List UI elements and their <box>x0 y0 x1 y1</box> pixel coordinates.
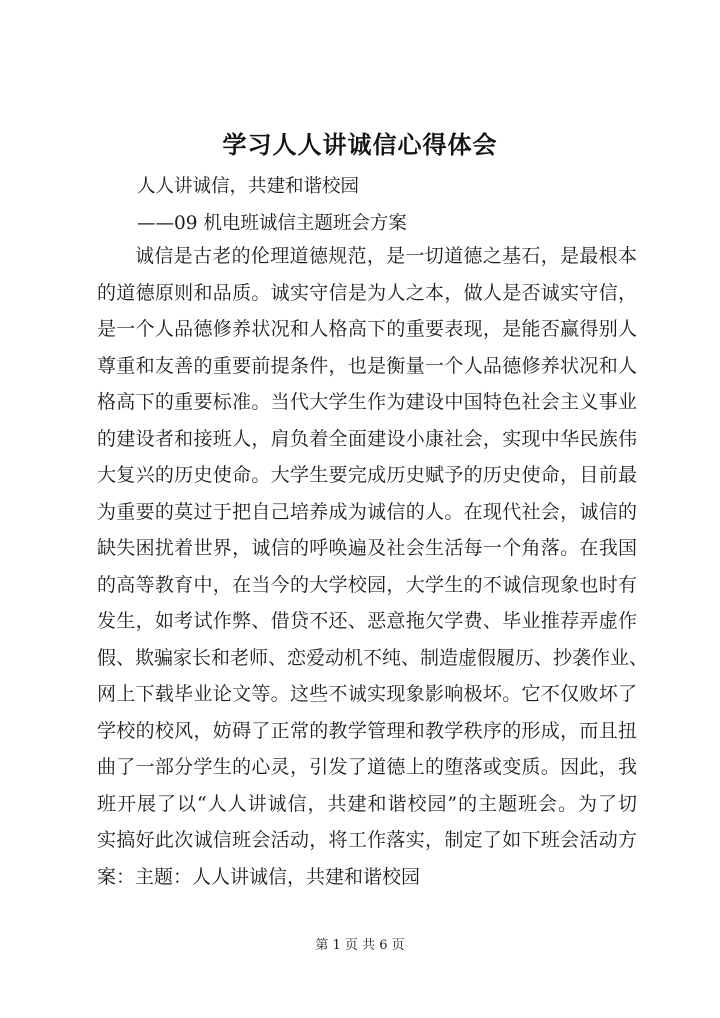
body-line: 学校的校风，妨碍了正常的教学管理和教学秩序的形成，而且扭 <box>97 719 637 742</box>
document-title: 学习人人讲诚信心得体会 <box>222 130 498 159</box>
subtitle-line-2: ——09 机电班诚信主题班会方案 <box>137 213 407 234</box>
body-line: 缺失困扰着世界，诚信的呼唤遍及社会生活每一个角落。在我国 <box>97 537 637 559</box>
body-line: 格高下的重要标准。当代大学生作为建设中国特色社会主义事业 <box>97 391 637 413</box>
subtitle-line-1: 人人讲诚信，共建和谐校园 <box>137 176 360 197</box>
body-line: 大复兴的历史使命。大学生要完成历史赋予的历史使命，目前最 <box>97 464 637 486</box>
body-line: 诚信是古老的伦理道德规范，是一切道德之基石，是最根本 <box>135 245 637 267</box>
body-line: 曲了一部分学生的心灵，引发了道德上的堕落或变质。因此，我 <box>97 756 637 778</box>
body-line: 的高等教育中，在当今的大学校园，大学生的不诚信现象也时有 <box>97 573 637 596</box>
body-line: 为重要的莫过于把自己培养成为诚信的人。在现代社会，诚信的 <box>97 500 637 523</box>
body-line: 是一个人品德修养状况和人格高下的重要表现，是能否赢得别人 <box>97 318 637 340</box>
body-paragraph <box>97 238 649 895</box>
body-line: 发生，如考试作弊、借贷不还、恶意拖欠学费、毕业推荐弄虚作 <box>97 610 637 632</box>
body-line: 案：主题：人人讲诚信，共建和谐校园 <box>97 865 421 888</box>
body-line: 班开展了以“人人讲诚信，共建和谐校园”的主题班会。为了切 <box>97 792 637 815</box>
body-line: 网上下载毕业论文等。这些不诚实现象影响极坏。它不仅败坏了 <box>97 683 637 705</box>
body-line: 尊重和友善的重要前提条件，也是衡量一个人品德修养状况和人 <box>97 354 637 377</box>
body-line: 的道德原则和品质。诚实守信是为人之本，做人是否诚实守信， <box>97 281 637 304</box>
body-line: 的建设者和接班人，肩负着全面建设小康社会，实现中华民族伟 <box>97 427 637 450</box>
page-footer: 第 1 页 共 6 页 <box>315 938 405 953</box>
body-line: 实搞好此次诚信班会活动，将工作落实，制定了如下班会活动方 <box>97 829 637 851</box>
body-line: 假、欺骗家长和老师、恋爱动机不纯、制造虚假履历、抄袭作业、 <box>97 646 649 669</box>
